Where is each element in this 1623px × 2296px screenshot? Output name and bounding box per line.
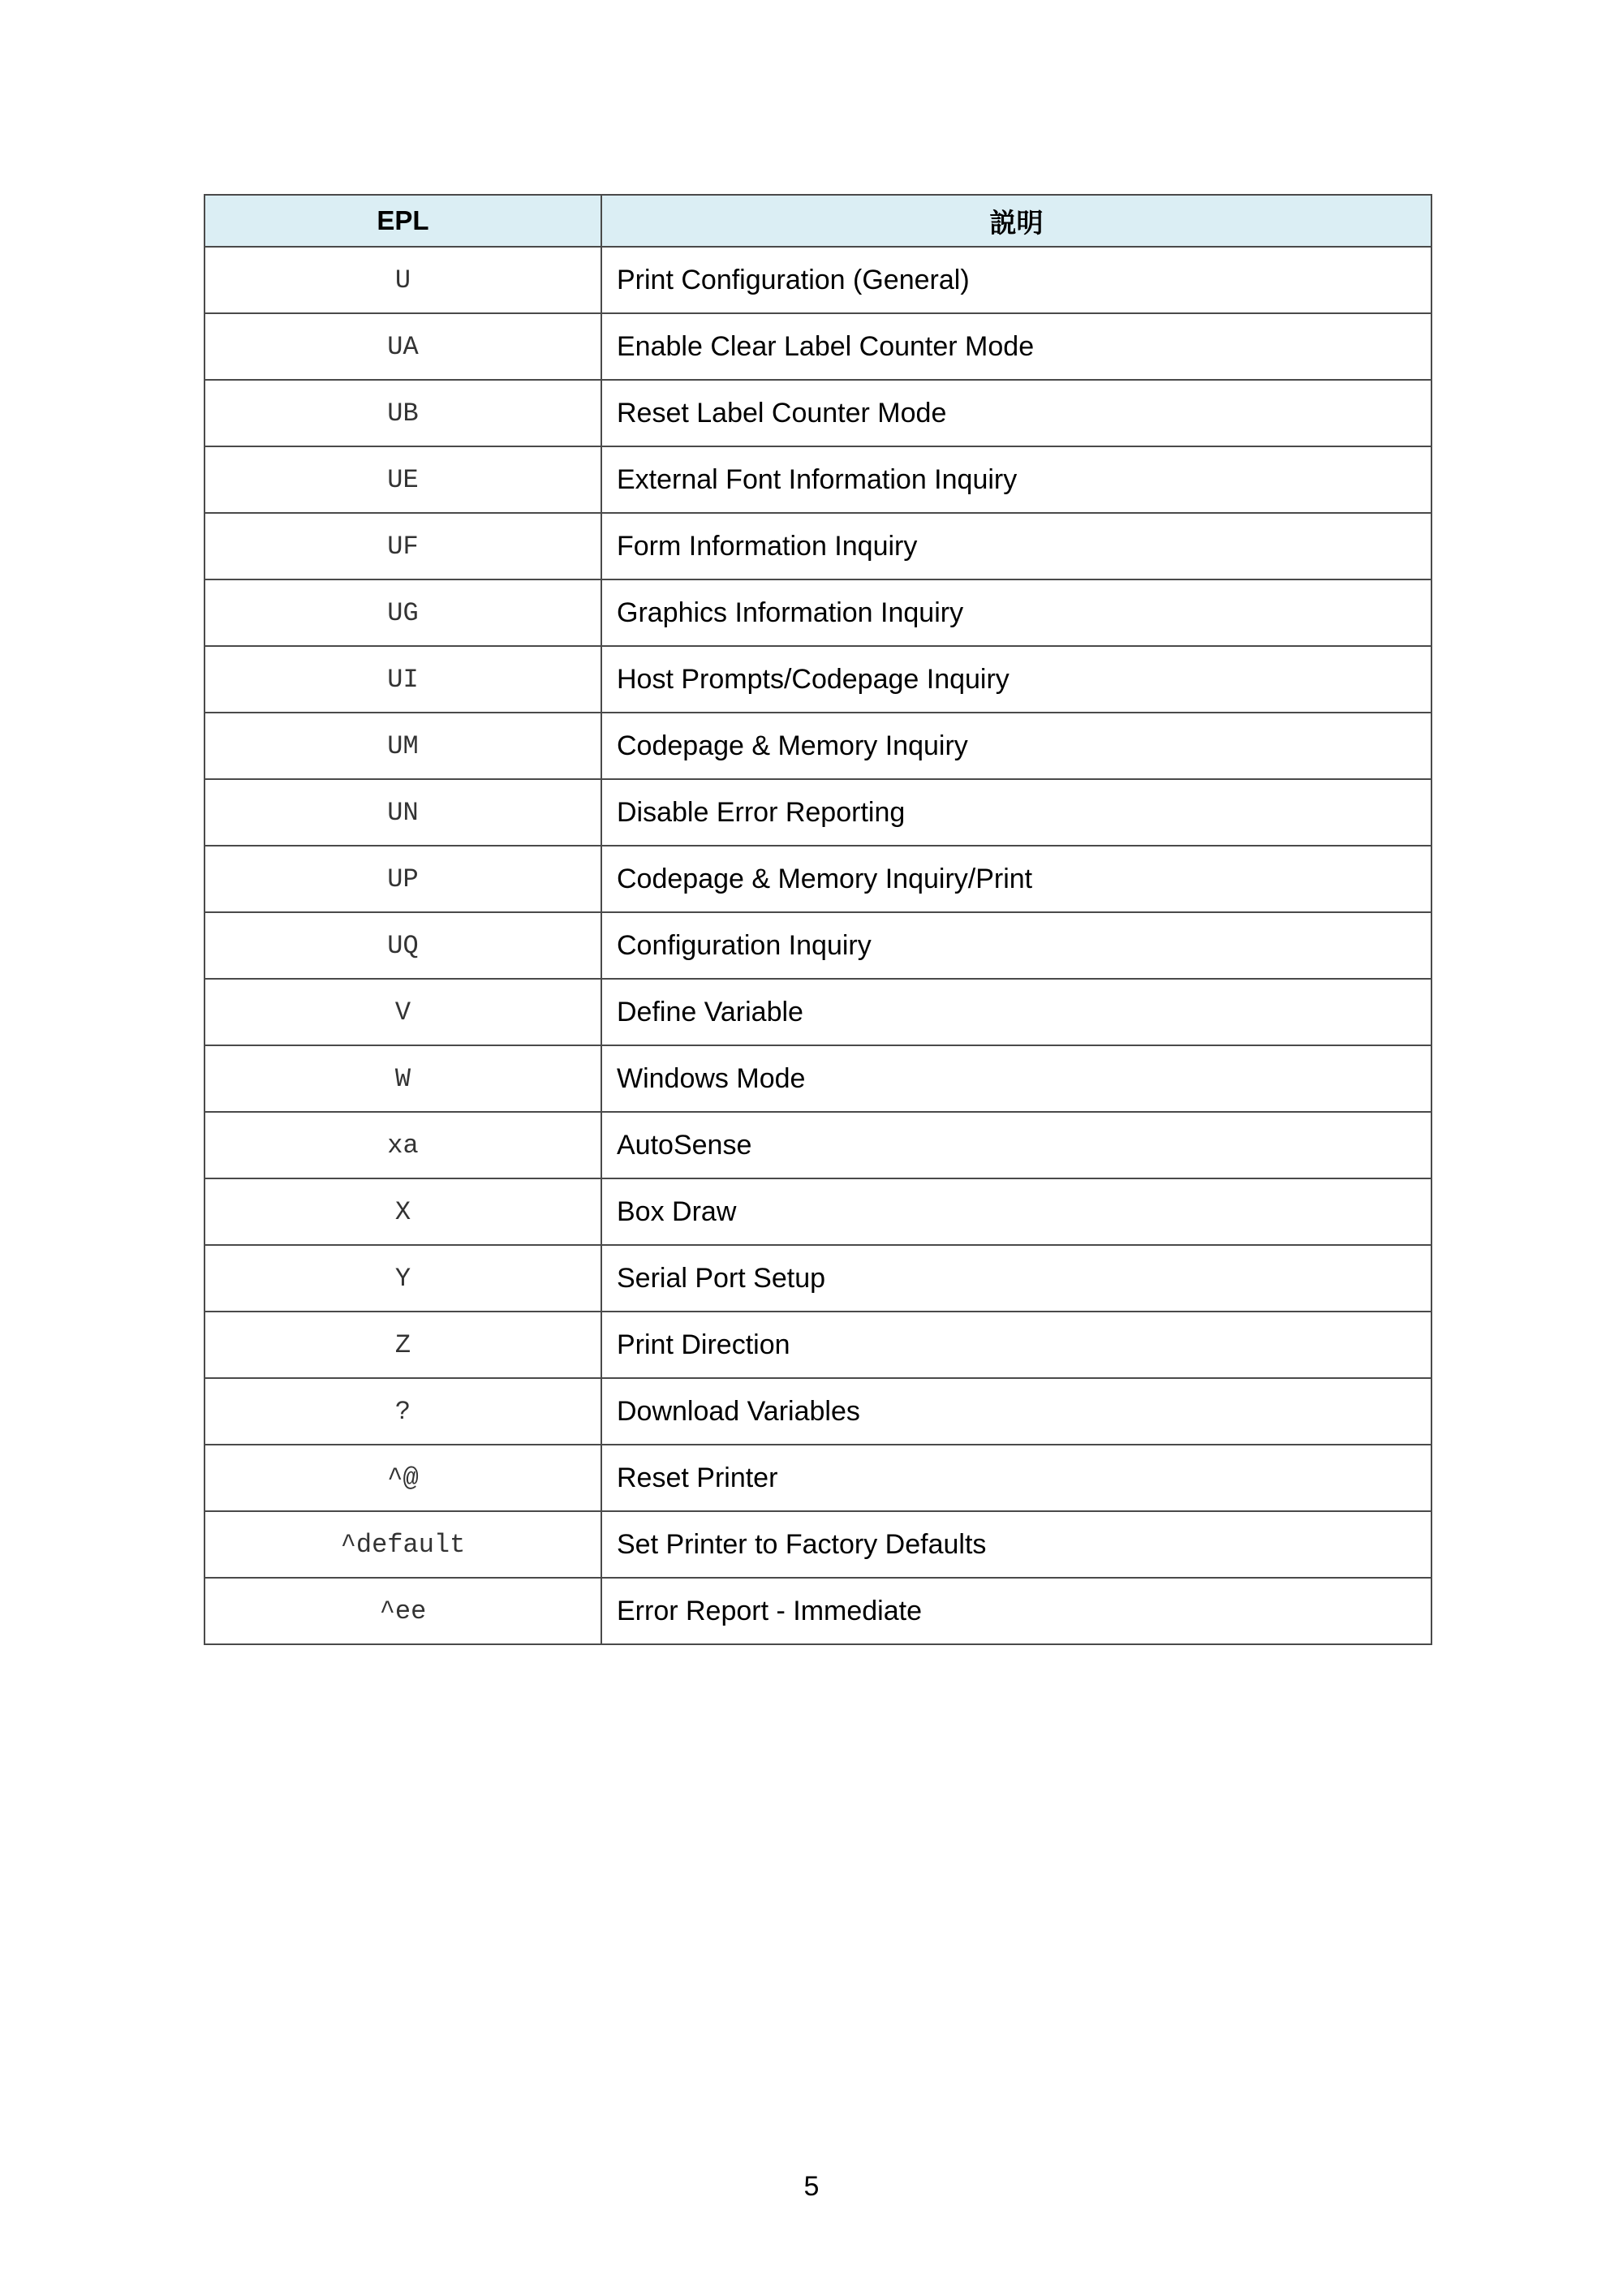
- epl-command-description: Form Information Inquiry: [601, 513, 1431, 579]
- table-row: [204, 1178, 1431, 1245]
- table-header-row: [204, 195, 1431, 247]
- table-row: [204, 446, 1431, 513]
- epl-command-code: Y: [204, 1245, 601, 1312]
- epl-command-code: UA: [204, 313, 601, 380]
- table-row: [204, 1245, 1431, 1312]
- epl-command-description: Enable Clear Label Counter Mode: [601, 313, 1431, 380]
- epl-command-description: External Font Information Inquiry: [601, 446, 1431, 513]
- table-row: [204, 1045, 1431, 1112]
- epl-command-code: UB: [204, 380, 601, 446]
- epl-command-description: Print Configuration (General): [601, 247, 1431, 313]
- epl-command-code: U: [204, 247, 601, 313]
- epl-command-description: Disable Error Reporting: [601, 779, 1431, 846]
- table-row: [204, 1578, 1431, 1644]
- table-row: [204, 1112, 1431, 1178]
- table-body: [204, 247, 1431, 1644]
- table-row: [204, 1312, 1431, 1378]
- epl-command-description: Codepage & Memory Inquiry: [601, 713, 1431, 779]
- epl-command-description: Download Variables: [601, 1378, 1431, 1445]
- epl-command-table: [204, 194, 1432, 1645]
- epl-command-description: Box Draw: [601, 1178, 1431, 1245]
- table-row: [204, 513, 1431, 579]
- column-header-epl: EPL: [204, 195, 601, 247]
- epl-command-description: AutoSense: [601, 1112, 1431, 1178]
- epl-command-code: ^@: [204, 1445, 601, 1511]
- table-row: [204, 979, 1431, 1045]
- epl-command-code: UI: [204, 646, 601, 713]
- table-row: [204, 380, 1431, 446]
- table-row: [204, 912, 1431, 979]
- page-number: 5: [803, 2171, 820, 2202]
- epl-command-description: Reset Printer: [601, 1445, 1431, 1511]
- table-row: [204, 1378, 1431, 1445]
- table-row: [204, 1511, 1431, 1578]
- epl-command-code: V: [204, 979, 601, 1045]
- epl-command-description: Graphics Information Inquiry: [601, 579, 1431, 646]
- epl-command-code: UE: [204, 446, 601, 513]
- epl-command-code: X: [204, 1178, 601, 1245]
- table-row: [204, 579, 1431, 646]
- epl-command-description: Configuration Inquiry: [601, 912, 1431, 979]
- epl-command-code: Z: [204, 1312, 601, 1378]
- table-row: [204, 779, 1431, 846]
- epl-command-code: ^ee: [204, 1578, 601, 1644]
- epl-command-code: UF: [204, 513, 601, 579]
- column-header-description: 説明: [601, 195, 1431, 247]
- epl-command-code: UM: [204, 713, 601, 779]
- epl-command-description: Define Variable: [601, 979, 1431, 1045]
- table-row: [204, 846, 1431, 912]
- epl-command-description: Print Direction: [601, 1312, 1431, 1378]
- epl-command-code: xa: [204, 1112, 601, 1178]
- epl-command-code: UP: [204, 846, 601, 912]
- epl-command-description: Reset Label Counter Mode: [601, 380, 1431, 446]
- epl-command-code: ?: [204, 1378, 601, 1445]
- epl-command-description: Host Prompts/Codepage Inquiry: [601, 646, 1431, 713]
- epl-command-description: Serial Port Setup: [601, 1245, 1431, 1312]
- epl-command-code: W: [204, 1045, 601, 1112]
- epl-command-description: Set Printer to Factory Defaults: [601, 1511, 1431, 1578]
- table-row: [204, 1445, 1431, 1511]
- epl-command-code: UQ: [204, 912, 601, 979]
- epl-command-code: UN: [204, 779, 601, 846]
- table-row: [204, 646, 1431, 713]
- table-row: [204, 247, 1431, 313]
- epl-command-code: ^default: [204, 1511, 601, 1578]
- table-row: [204, 713, 1431, 779]
- epl-command-description: Error Report - Immediate: [601, 1578, 1431, 1644]
- table-row: [204, 313, 1431, 380]
- epl-command-description: Windows Mode: [601, 1045, 1431, 1112]
- epl-command-description: Codepage & Memory Inquiry/Print: [601, 846, 1431, 912]
- epl-command-code: UG: [204, 579, 601, 646]
